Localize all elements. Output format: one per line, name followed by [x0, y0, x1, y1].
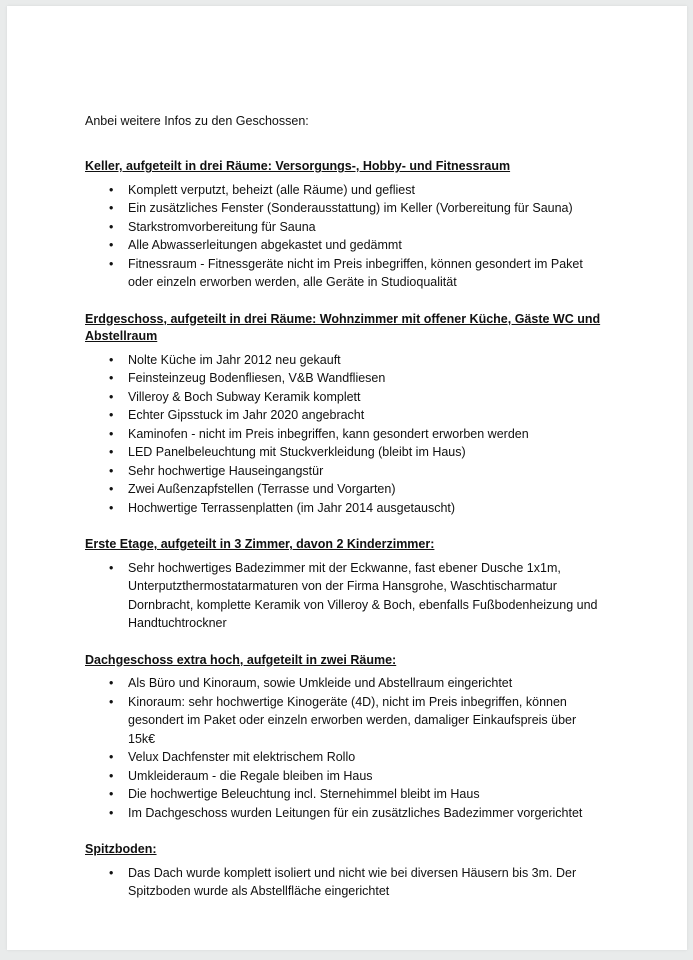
bullet-item: • Echter Gipsstuck im Jahr 2020 angebracht [85, 406, 603, 425]
section [85, 536, 603, 633]
section [85, 311, 603, 518]
section [85, 841, 603, 901]
bullet-item: • Nolte Küche im Jahr 2012 neu gekauft [85, 351, 603, 370]
bullet-item: • Komplett verputzt, beheizt (alle Räume) und gefliest [85, 181, 603, 200]
section-heading: Spitzboden: [85, 842, 157, 857]
bullet-item: • Ein zusätzliches Fenster (Sonderausstattung) im Keller (Vorbereitung für Sauna) [85, 199, 603, 218]
bullet-item: • Kaminofen - nicht im Preis inbegriffen, kann gesondert erworben werden [85, 425, 603, 444]
sections-container [85, 158, 603, 901]
section-heading: Keller, aufgeteilt in drei Räume: Versorgungs-, Hobby- und Fitnessraum [85, 159, 511, 174]
bullet-item: • Starkstromvorbereitung für Sauna [85, 218, 603, 237]
bullet-item: • LED Panelbeleuchtung mit Stuckverkleidung (bleibt im Haus) [85, 443, 603, 462]
bullet-list [85, 351, 603, 518]
bullet-item: • Im Dachgeschoss wurden Leitungen für ein zusätzliches Badezimmer vorgerichtet [85, 804, 603, 823]
section-heading: Erste Etage, aufgeteilt in 3 Zimmer, davon 2 Kinderzimmer: [85, 537, 435, 552]
section-heading: Dachgeschoss extra hoch, aufgeteilt in zwei Räume: [85, 652, 397, 667]
section [85, 652, 603, 823]
section-heading: Erdgeschoss, aufgeteilt in drei Räume: Wohnzimmer mit offener Küche, Gäste WC und Abstellraum [85, 311, 601, 344]
bullet-item: • Villeroy & Boch Subway Keramik komplett [85, 388, 603, 407]
bullet-item: • Zwei Außenzapfstellen (Terrasse und Vorgarten) [85, 480, 603, 499]
bullet-item: • Sehr hochwertige Hauseingangstür [85, 462, 603, 481]
bullet-item: • Umkleideraum - die Regale bleiben im Haus [85, 767, 603, 786]
bullet-item: • Die hochwertige Beleuchtung incl. Sternehimmel bleibt im Haus [85, 785, 603, 804]
bullet-list [85, 559, 603, 633]
bullet-item: • Kinoraum: sehr hochwertige Kinogeräte (4D), nicht im Preis inbegriffen, können gesondert im Paket oder einzeln erworben werden, damaliger Einkaufspreis über 15k€ [85, 693, 603, 749]
bullet-list [85, 674, 603, 822]
bullet-list [85, 181, 603, 292]
bullet-list [85, 864, 603, 901]
bullet-item: • Fitnessraum - Fitnessgeräte nicht im Preis inbegriffen, können gesondert im Paket oder einzeln erworben werden, alle Geräte in Studioqualität [85, 255, 603, 292]
bullet-item: • Sehr hochwertiges Badezimmer mit der Eckwanne, fast ebener Dusche 1x1m, Unterputzthermostatarmaturen von der Firma Hansgrohe, Waschtischarmatur Dornbracht, komplette Keramik von Villeroy & Boch, ebenfalls Fußbodenheizung und Handtuchtrockner [85, 559, 603, 633]
bullet-item: • Feinsteinzeug Bodenfliesen, V&B Wandfliesen [85, 369, 603, 388]
intro-text: Anbei weitere Infos zu den Geschossen: [85, 114, 309, 128]
document-page [7, 6, 687, 950]
bullet-item: • Das Dach wurde komplett isoliert und nicht wie bei diversen Häusern bis 3m. Der Spitzboden wurde als Abstellfläche eingerichtet [85, 864, 603, 901]
bullet-item: • Hochwertige Terrassenplatten (im Jahr 2014 ausgetauscht) [85, 499, 603, 518]
bullet-item: • Velux Dachfenster mit elektrischem Rollo [85, 748, 603, 767]
section [85, 158, 603, 292]
bullet-item: • Alle Abwasserleitungen abgekastet und gedämmt [85, 236, 603, 255]
bullet-item: • Als Büro und Kinoraum, sowie Umkleide und Abstellraum eingerichtet [85, 674, 603, 693]
